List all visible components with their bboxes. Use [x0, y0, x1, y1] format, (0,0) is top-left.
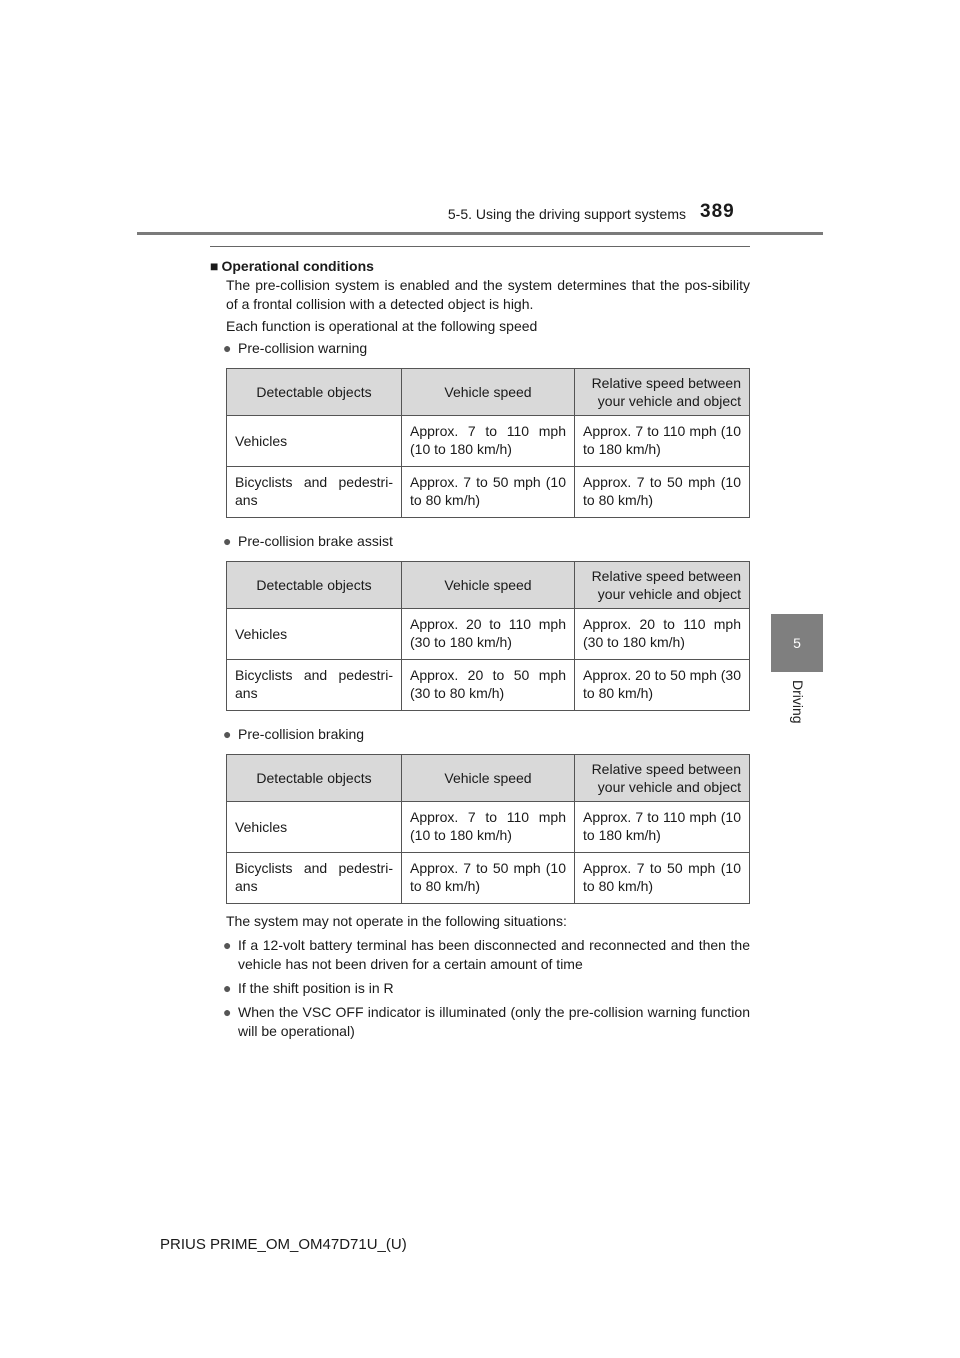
table-cell: Approx. 7 to 50 mph (10 to 80 km/h): [575, 467, 750, 518]
function-title-braking: [210, 725, 750, 744]
section-heading-text: Operational conditions: [221, 258, 374, 274]
bullet-icon: ●: [223, 340, 232, 356]
column-header: Detectable objects: [227, 562, 402, 609]
column-header: Relative speed between your vehicle and object: [575, 562, 750, 609]
table-cell: Approx. 7 to 110 mph (10 to 180 km/h): [402, 416, 575, 467]
column-header: Detectable objects: [227, 369, 402, 416]
table-cell: Approx. 20 to 110 mph (30 to 180 km/h): [575, 609, 750, 660]
heading-square-icon: ■: [210, 258, 219, 274]
chapter-tab: 5: [771, 614, 823, 672]
situations-intro: The system may not operate in the following situations:: [226, 913, 567, 929]
list-item: [210, 936, 750, 974]
section-intro: The pre-collision system is enabled and the system determines that the pos-sibility of a frontal collision with a detected object is high.: [226, 277, 750, 312]
column-header: Vehicle speed: [402, 755, 575, 802]
function-title-text: Pre-collision brake assist: [238, 533, 393, 549]
table-header-row: [227, 369, 750, 416]
table-cell: Vehicles: [227, 416, 402, 467]
table-cell: Approx. 7 to 110 mph (10 to 180 km/h): [575, 416, 750, 467]
page-number: 389: [700, 201, 735, 222]
speed-table-warning: [226, 368, 750, 518]
list-item-text: If the shift position is in R: [238, 980, 394, 996]
main-content: [210, 246, 750, 1046]
bullet-icon: ●: [223, 937, 232, 953]
bullet-icon: ●: [223, 726, 232, 742]
function-title-warning: [210, 339, 750, 358]
column-header: Detectable objects: [227, 755, 402, 802]
table-row: [227, 416, 750, 467]
column-header: Relative speed between your vehicle and object: [575, 369, 750, 416]
table-row: [227, 660, 750, 711]
table-cell: Approx. 20 to 50 mph (30 to 80 km/h): [575, 660, 750, 711]
table-header-row: [227, 562, 750, 609]
section-rule: [210, 246, 750, 247]
table-row: [227, 467, 750, 518]
function-title-text: Pre-collision braking: [238, 726, 365, 742]
column-header: Vehicle speed: [402, 562, 575, 609]
column-header: Relative speed between your vehicle and object: [575, 755, 750, 802]
speed-note: Each function is operational at the following speed: [226, 318, 538, 334]
list-item: [210, 979, 750, 998]
table-cell: Approx. 20 to 110 mph (30 to 180 km/h): [402, 609, 575, 660]
table-cell: Approx. 7 to 110 mph (10 to 180 km/h): [402, 802, 575, 853]
header-rule: [137, 232, 823, 235]
chapter-label: Driving: [790, 680, 806, 724]
table-header-row: [227, 755, 750, 802]
list-item-text: If a 12-volt battery terminal has been disconnected and reconnected and then the vehicle has not been driven for a certain amount of time: [238, 937, 750, 972]
table-cell: Approx. 7 to 110 mph (10 to 180 km/h): [575, 802, 750, 853]
table-cell: Vehicles: [227, 609, 402, 660]
running-header-section: 5-5. Using the driving support systems: [447, 206, 686, 222]
table-cell: Approx. 7 to 50 mph (10 to 80 km/h): [402, 853, 575, 904]
table-cell: Approx. 7 to 50 mph (10 to 80 km/h): [575, 853, 750, 904]
speed-table-brake-assist: [226, 561, 750, 711]
table-cell: Bicyclists and pedestri-ans: [227, 660, 402, 711]
table-row: [227, 609, 750, 660]
table-row: [227, 853, 750, 904]
footer-doc-code: PRIUS PRIME_OM_OM47D71U_(U): [160, 1236, 407, 1253]
table-cell: Vehicles: [227, 802, 402, 853]
function-title-brake-assist: [210, 532, 750, 551]
table-cell: Bicyclists and pedestri-ans: [227, 853, 402, 904]
table-cell: Bicyclists and pedestri-ans: [227, 467, 402, 518]
bullet-icon: ●: [223, 980, 232, 996]
section-heading: [210, 257, 750, 276]
speed-table-braking: [226, 754, 750, 904]
table-cell: Approx. 7 to 50 mph (10 to 80 km/h): [402, 467, 575, 518]
table-row: [227, 802, 750, 853]
function-title-text: Pre-collision warning: [238, 340, 368, 356]
column-header: Vehicle speed: [402, 369, 575, 416]
list-item: [210, 1003, 750, 1041]
bullet-icon: ●: [223, 533, 232, 549]
table-cell: Approx. 20 to 50 mph (30 to 80 km/h): [402, 660, 575, 711]
list-item-text: When the VSC OFF indicator is illuminated (only the pre-collision warning function will be operational): [238, 1004, 750, 1039]
bullet-icon: ●: [223, 1004, 232, 1020]
